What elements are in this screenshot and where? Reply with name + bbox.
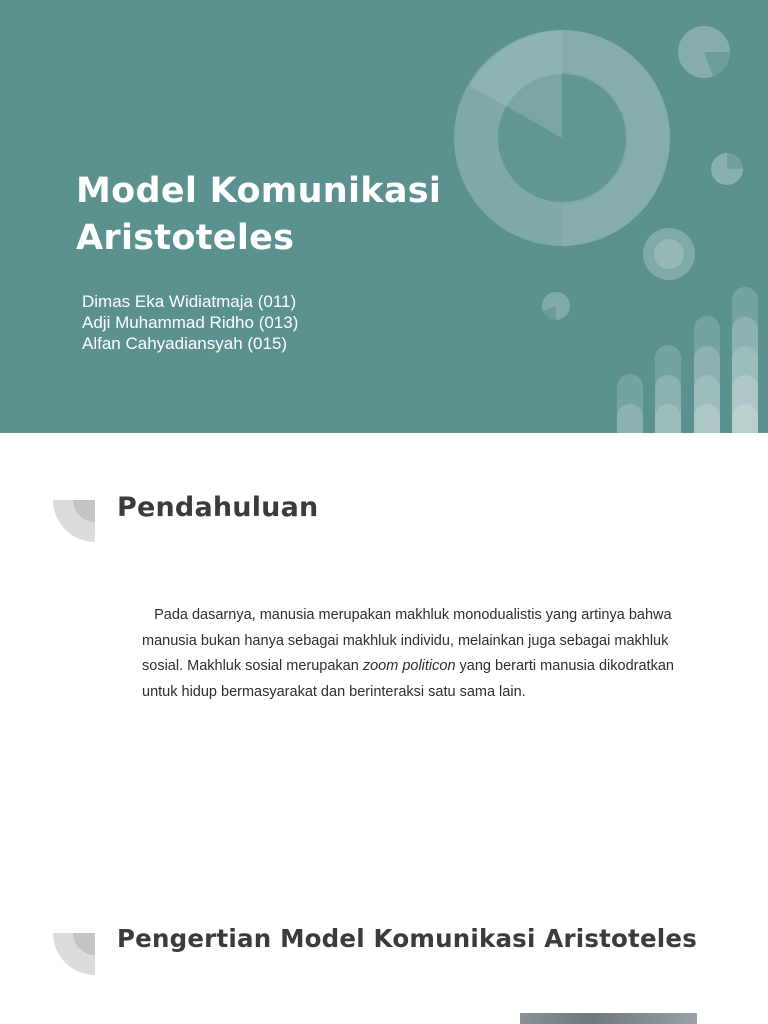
section-heading-pengertian: Pengertian Model Komunikasi Aristoteles (117, 924, 697, 953)
author-item: Adji Muhammad Ridho (013) (82, 313, 299, 332)
title-slide (0, 0, 768, 433)
author-item: Alfan Cahyadiansyah (015) (82, 334, 288, 353)
title-line-1: Model Komunikasi (76, 171, 442, 211)
author-item: Dimas Eka Widiatmaja (011) (82, 292, 297, 311)
section-heading-pendahuluan: Pendahuluan (117, 492, 319, 523)
paragraph-text-2: yang berarti manusia dikodratkan untuk hidup bermasyarakat dan berinteraksi satu sama lain. (142, 658, 674, 700)
author-list (82, 291, 298, 354)
paragraph-text-1: Pada dasarnya, manusia merupakan makhluk monodualistis yang artinya bahwa manusia bukan hanya sebagai makhluk individu, melainkan juga sebagai makhluk sosial. Makhluk sosial merupakan (142, 607, 672, 674)
presentation-title (76, 168, 456, 262)
section-marker-icon (53, 931, 96, 976)
partial-image (520, 1013, 697, 1024)
intro-paragraph (142, 603, 682, 705)
section-marker-icon (53, 498, 96, 543)
title-line-2: Aristoteles (76, 218, 295, 258)
paragraph-italic-term: zoom politicon (362, 658, 456, 674)
